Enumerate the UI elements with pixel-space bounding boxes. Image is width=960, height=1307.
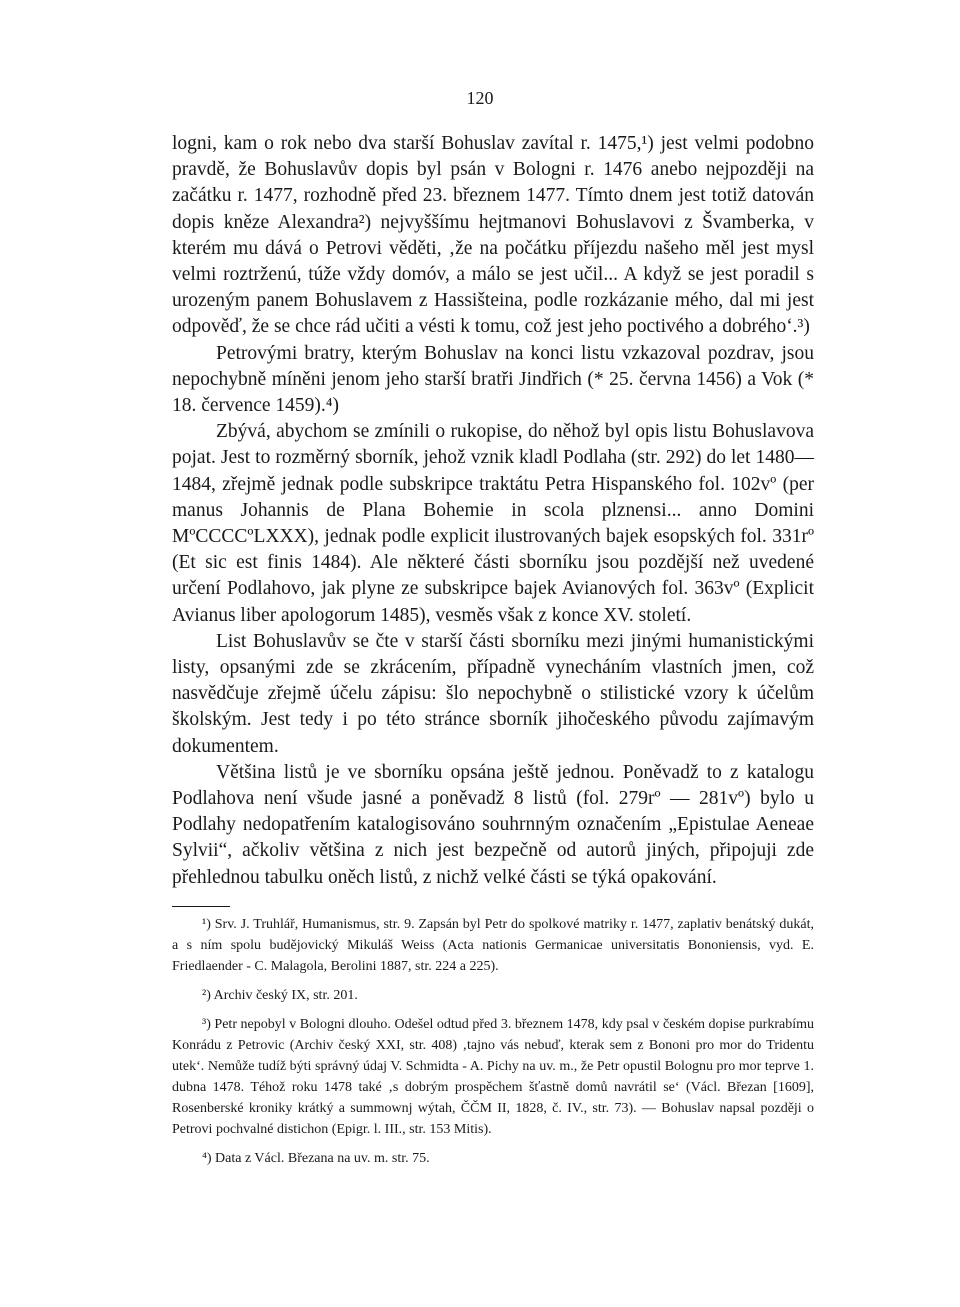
footnote-3: ³) Petr nepobyl v Bologni dlouho. Odešel odtud před 3. březnem 1478, kdy psal v českém dopise purkrabímu Konrádu z Petrovic (Archiv český XXI, str. 408) ‚tajno vás nebuď, kterak sem z Bononi pro mor do Tridentu utek‘. Nemůže tudíž býti správný údaj V. Schmidta - A. Pichy na uv. m., že Petr opustil Bolognu pro mor teprve 1. dubna 1478. Téhož roku 1478 také ‚s dobrým prospěchem šťastně domů navrátil se‘ (Václ. Březan [1609], Rosenberské kroniky krátký a summownj wýtah, ČČM II, 1828, č. IV., str. 73). — Bohuslav napsal později o Petrovi pochvalné distichon (Epigr. l. III., str. 153 Mitis). bbox=[172, 1017, 814, 1137]
footnote-1: ¹) Srv. J. Truhlář, Humanismus, str. 9. Zapsán byl Petr do spolkové matriky r. 1477, zaplativ benátský dukát, a s ním spolu budějovický Mikuláš Weiss (Acta nationis Germanicae universitatis Bononiensis, vyd. E. Friedlaender - C. Malagola, Berolini 1887, str. 224 a 225). bbox=[172, 917, 814, 974]
paragraph-manuscript: Zbývá, abychom se zmínili o rukopise, do něhož byl opis listu Bohuslavova pojat. Jest to rozměrný sborník, jehož vznik kladl Podlaha (str. 292) do let 1480—1484, zřejmě jednak podle subskripce traktátu Petra Hispanského fol. 102vº (per manus Johannis de Plana Bohemie in scola plznensi... anno Domini MºCCCCºLXXX), jednak podle explicit ilustrovaných bajek esopských fol. 331rº (Et sic est finis 1484). Ale některé části sborníku jsou pozdější než uvedené určení Podlahovo, jak plyne ze subskripce bajek Avianových fol. 363vº (Explicit Avianus liber apologorum 1485), vesměs však z konce XV. století. bbox=[172, 421, 814, 626]
footnotes bbox=[172, 914, 814, 1169]
paragraph-continuation: logni, kam o rok nebo dva starší Bohuslav zavítal r. 1475,¹) jest velmi podobno pravdě, že Bohuslavův dopis byl psán v Bologni r. 1476 anebo nejpozději na začátku r. 1477, rozhodně před 23. březnem 1477. Tímto dnem jest totiž datován dopis kněze Alexandra²) nejvyššímu hejtmanovi Bohuslavovi z Švamberka, v kterém mu dává o Petrovi věděti, ‚že na počátku příjezdu našeho měl jest mysl velmi roztrženú, túže vždy domóv, a málo se jest učil... A když se jest poradil s urozeným panem Bohuslavem z Hassišteina, podle rozkázanie mého, dal mi jest odpověď, že se chce rád učiti a vésti k tomu, což jest jeho poctivého a dobrého‘.³) bbox=[172, 133, 814, 338]
footnote-4: ⁴) Data z Václ. Březana na uv. m. str. 75. bbox=[202, 1151, 430, 1166]
footnote-2: ²) Archiv český IX, str. 201. bbox=[202, 988, 358, 1003]
paragraph-letter-section: List Bohuslavův se čte v starší části sborníku mezi jinými humanistickými listy, opsanými zde se zkrácením, případně vynecháním vlastních jmen, což nasvědčuje zřejmě účelu zápisu: šlo nepochybně o stilistické vzory k účelům školským. Jest tedy i po této stránce sborník jihočeského původu zajímavým dokumentem. bbox=[172, 630, 814, 757]
paragraph-brothers: Petrovými bratry, kterým Bohuslav na konci listu vzkazoval pozdrav, jsou nepochybně míněni jenom jeho starší bratři Jindřich (* 25. června 1456) a Vok (* 18. července 1459).⁴) bbox=[172, 342, 814, 417]
main-text bbox=[172, 131, 814, 891]
page-number: 120 bbox=[466, 88, 494, 108]
paragraph-catalog: Většina listů je ve sborníku opsána ještě jednou. Poněvadž to z katalogu Podlahova není všude jasné a poněvadž 8 listů (fol. 279rº — 281vº) bylo u Podlahy nedopatřením katalogisováno souhrnným označením „Epistulae Aeneae Sylvii“, ačkoliv většina z nich jest bezpečně od autorů jiných, připojuji zde přehlednou tabulku oněch listů, z nichž velké části se týká opakování. bbox=[172, 761, 814, 888]
footnote-divider bbox=[172, 906, 230, 907]
